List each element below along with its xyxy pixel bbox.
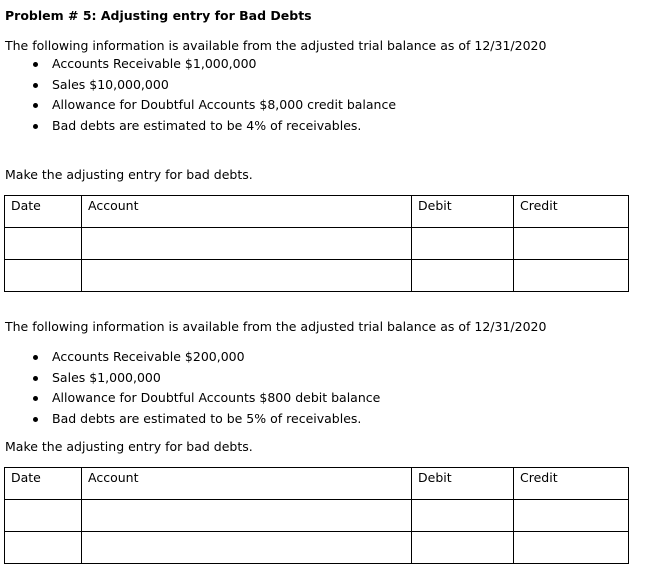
- list-item: Accounts Receivable $200,000: [5, 349, 380, 370]
- header-account: Account: [82, 468, 412, 500]
- date-cell[interactable]: [5, 532, 82, 564]
- credit-cell[interactable]: [514, 532, 629, 564]
- account-cell[interactable]: [82, 228, 412, 260]
- list-item: Sales $1,000,000: [5, 370, 380, 391]
- header-debit: Debit: [412, 196, 514, 228]
- part1-intro: The following information is available from the adjusted trial balance as of 12/31/2020: [5, 38, 547, 53]
- debit-cell[interactable]: [412, 228, 514, 260]
- header-date: Date: [5, 468, 82, 500]
- part2-journal-table: [4, 467, 629, 564]
- header-credit: Credit: [514, 468, 629, 500]
- table-header-row: [5, 196, 629, 228]
- header-credit: Credit: [514, 196, 629, 228]
- date-cell[interactable]: [5, 500, 82, 532]
- table-row: [5, 500, 629, 532]
- part1-bullet-list: [5, 56, 396, 138]
- problem-title: Problem # 5: Adjusting entry for Bad Debts: [5, 8, 312, 23]
- list-item: Bad debts are estimated to be 5% of receivables.: [5, 411, 380, 432]
- list-item: Allowance for Doubtful Accounts $800 debit balance: [5, 390, 380, 411]
- table-row: [5, 532, 629, 564]
- list-item: Allowance for Doubtful Accounts $8,000 credit balance: [5, 97, 396, 118]
- account-cell[interactable]: [82, 260, 412, 292]
- credit-cell[interactable]: [514, 260, 629, 292]
- part2-intro: The following information is available from the adjusted trial balance as of 12/31/2020: [5, 319, 547, 334]
- credit-cell[interactable]: [514, 500, 629, 532]
- account-cell[interactable]: [82, 500, 412, 532]
- account-cell[interactable]: [82, 532, 412, 564]
- list-item: Accounts Receivable $1,000,000: [5, 56, 396, 77]
- part1-instruction: Make the adjusting entry for bad debts.: [5, 167, 253, 182]
- header-account: Account: [82, 196, 412, 228]
- debit-cell[interactable]: [412, 260, 514, 292]
- table-row: [5, 260, 629, 292]
- debit-cell[interactable]: [412, 500, 514, 532]
- date-cell[interactable]: [5, 228, 82, 260]
- header-debit: Debit: [412, 468, 514, 500]
- header-date: Date: [5, 196, 82, 228]
- part2-bullet-list: [5, 349, 380, 431]
- date-cell[interactable]: [5, 260, 82, 292]
- list-item: Sales $10,000,000: [5, 77, 396, 98]
- table-row: [5, 228, 629, 260]
- credit-cell[interactable]: [514, 228, 629, 260]
- part2-instruction: Make the adjusting entry for bad debts.: [5, 439, 253, 454]
- part1-journal-table: [4, 195, 629, 292]
- table-header-row: [5, 468, 629, 500]
- debit-cell[interactable]: [412, 532, 514, 564]
- list-item: Bad debts are estimated to be 4% of receivables.: [5, 118, 396, 139]
